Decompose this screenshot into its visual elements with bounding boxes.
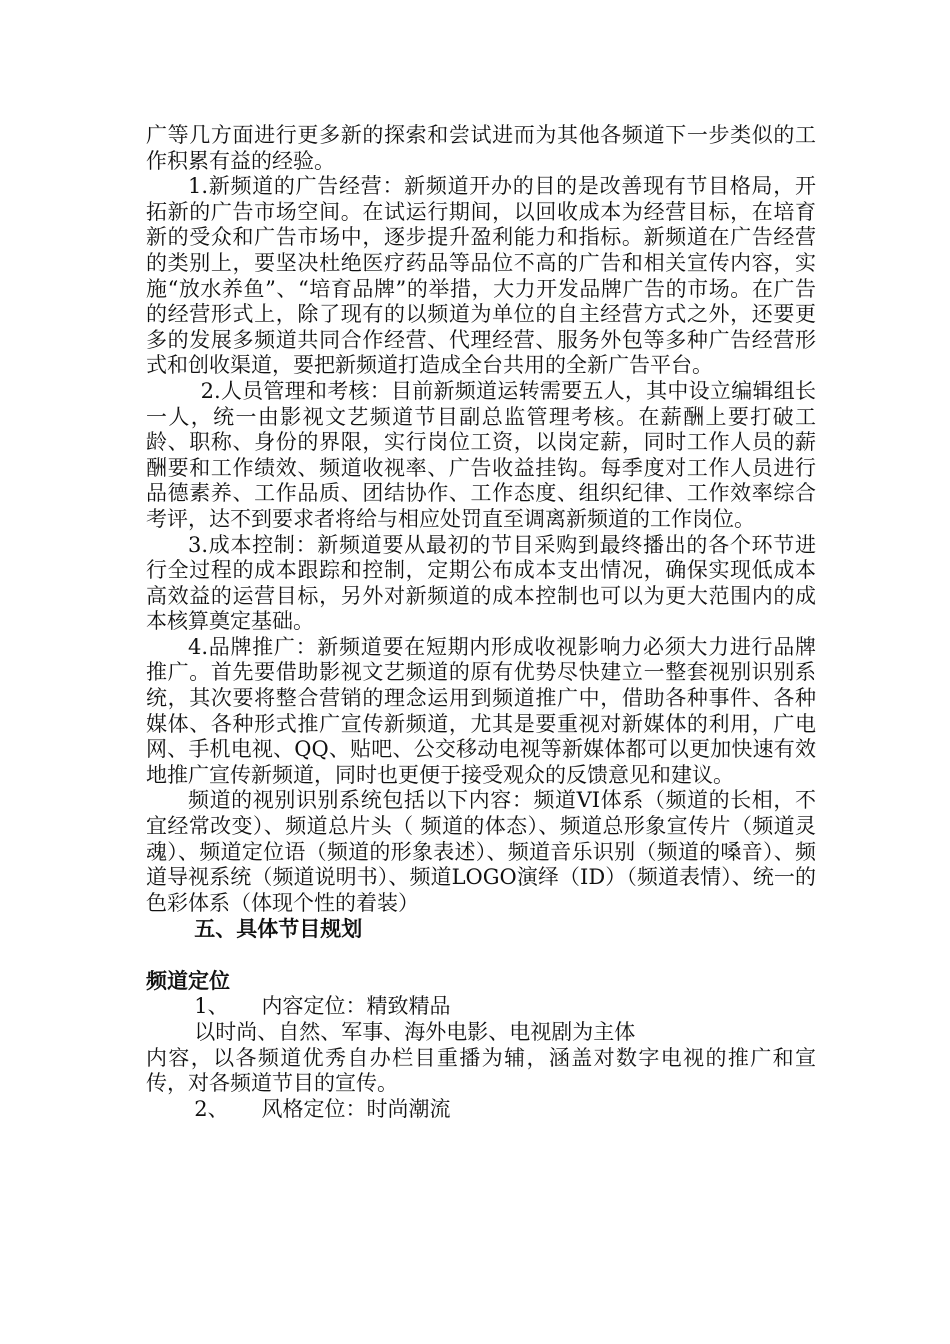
list-item-number: 2、 — [194, 1096, 229, 1121]
cost-control-paragraph: 3.成本控制：新频道要从最初的节目采购到最终播出的各个环节进行全过程的成本跟踪和控制，定期公布成本支出情况，确保实现低成本高效益的运营目标，另外对新频道的成本控制也可以为更大范围内的成本核算奠定基础。 — [146, 532, 816, 634]
visual-identity-paragraph: 频道的视别识别系统包括以下内容：频道VI体系（频道的长相，不宜经常改变）、频道总片头（ 频道的体态）、频道总形象宣传片（频道灵魂）、频道定位语（频道的形象表述）、频道音乐识别（频道的嗓音）、频道导视系统（频道说明书）、频道LOGO演绎（ID）（频道表情）、统一的色彩体系（体现个性的着装） — [146, 788, 816, 915]
brand-promotion-paragraph: 4.品牌推广：新频道要在短期内形成收视影响力必须大力进行品牌推广。首先要借助影视文艺频道的原有优势尽快建立一整套视别识别系统，其次要将整合营销的理念运用到频道推广中，借助各种事件、各种媒体、各种形式推广宣传新频道，尤其是要重视对新媒体的利用，广电网、手机电视、QQ、贴吧、公交移动电视等新媒体都可以更加快速有效地推广宣传新频道，同时也更便于接受观众的反馈意见和建议。 — [146, 634, 816, 787]
list-item-text: 内容定位：精致精品 — [261, 994, 451, 1019]
document-page — [146, 123, 816, 1122]
ad-operation-paragraph: 1.新频道的广告经营：新频道开办的目的是改善现有节目格局，开拓新的广告市场空间。在试运行期间，以回收成本为经营目标，在培育新的受众和广告市场中，逐步提升盈利能力和指标。新频道在广告经营的类别上，要坚决杜绝医疗药品等品位不高的广告和相关宣传内容，实施“放水养鱼”、“培育品牌”的举措，大力开发品牌广告的市场。在广告的经营形式上，除了现有的以频道为单位的自主经营方式之外，还要更多的发展多频道共同合作经营、代理经营、服务外包等多种广告经营形式和创收渠道，要把新频道打造成全台共用的全新广告平台。 — [146, 174, 816, 378]
section-heading: 五、具体节目规划 — [194, 917, 363, 942]
staff-management-paragraph: 2.人员管理和考核：目前新频道运转需要五人，其中设立编辑组长一人，统一由影视文艺频道节目副总监管理考核。在薪酬上要打破工龄、职称、身份的界限，实行岗位工资，以岗定薪，同时工作人员的薪酬要和工作绩效、频道收视率、广告收益挂钩。每季度对工作人员进行品德素养、工作品质、团结协作、工作态度、组织纪律、工作效率综合考评，达不到要求者将给与相应处罚直至调离新频道的工作岗位。 — [146, 378, 816, 531]
list-item — [146, 1097, 816, 1123]
list-item-text: 风格定位：时尚潮流 — [261, 1096, 451, 1121]
list-item — [146, 994, 816, 1020]
content-line-indented: 以时尚、自然、军事、海外电影、电视剧为主体 — [194, 1020, 636, 1044]
content-line-continued: 内容，以各频道优秀自办栏目重播为辅，涵盖对数字电视的推广和宣传，对各频道节目的宣传。 — [146, 1045, 816, 1096]
sub-heading: 频道定位 — [146, 969, 230, 994]
blank-line — [146, 942, 816, 968]
list-item-number: 1、 — [194, 994, 229, 1019]
intro-paragraph: 广等几方面进行更多新的探索和尝试进而为其他各频道下一步类似的工作积累有益的经验。 — [146, 123, 816, 173]
